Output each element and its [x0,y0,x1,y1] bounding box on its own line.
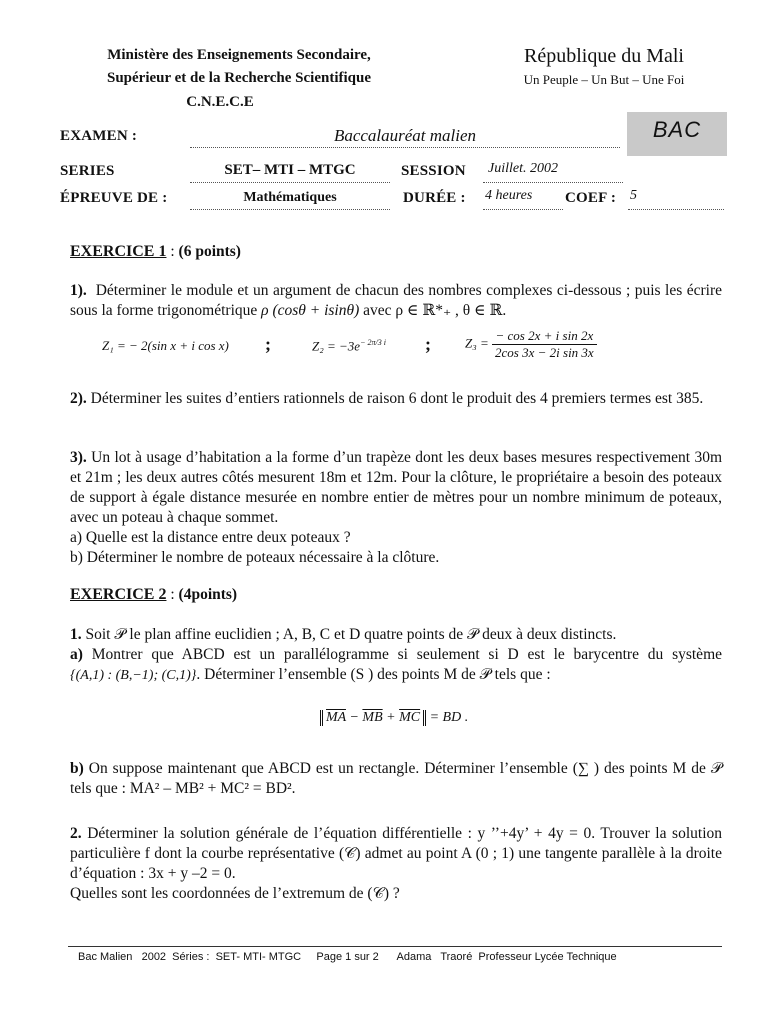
series-dots [190,182,390,183]
session-dots [483,182,623,183]
ex2-points: (4points) [178,586,238,603]
z3-lhs: Z₃ = [465,335,489,351]
duree-value: 4 heures [485,188,533,203]
ex2-pa-system: {(A,1) : (B,−1); (C,1)} [70,668,197,683]
ministry-line-1: Ministère des Enseignements Secondaire, [107,47,371,63]
footer-rule [68,946,722,947]
norm-equation [320,710,468,726]
ex2-pa-text: Montrer que ABCD est un parallélogramme si seulement si D est le barycentre du système [91,646,722,663]
ex1-q3-num: 3). [70,449,87,466]
sep-2: ; [425,334,431,354]
vec-mc: $\overline{MC}$ [399,710,421,725]
examen-value: Baccalauréat malien [333,126,477,145]
z3-formula [465,328,597,361]
ex1-q2-text: Déterminer les suites d’entiers rationnels de raison 6 dont le produit des 4 premiers termes est 385. [90,390,704,407]
z1-formula: Z₁ = − 2(sin x + i cos x) [102,338,229,353]
ex1-q1 [70,281,722,321]
duree-label: DURÉE : [403,190,466,206]
epreuve-dots [190,209,390,210]
ex2-pa-tail: . Déterminer l’ensemble (S ) des points M de 𝒫 tels que : [196,666,551,683]
examen-label: EXAMEN : [60,128,138,144]
ex2-pa-label: a) [70,646,83,663]
coef-label: COEF : [565,190,617,206]
duree-dots [483,209,563,210]
z3-numerator: − cos 2x + i sin 2x [492,328,597,345]
epreuve-label: ÉPREUVE DE : [60,190,168,206]
ex2-pb-label: b) [70,760,84,777]
ex1-q2-num: 2). [70,390,87,407]
republic-motto: Un Peuple – Un But – Une Foi [523,72,685,87]
vec-ma: $\overline{MA}$ [326,710,346,725]
ex1-title: EXERCICE 1 [70,243,167,260]
ex1-q2 [70,389,722,409]
z3-fraction [492,328,597,361]
ex1-heading: EXERCICE 1 : (6 points) [70,243,241,260]
coef-value: 5 [630,188,637,203]
series-value: SET– MTI – MTGC [224,162,356,178]
ministry-line-2: Supérieur et de la Recherche Scientifique [107,70,371,86]
ex2-p1 [70,625,722,686]
sep-1: ; [265,334,271,354]
ex1-q1-num: 1). [70,282,87,299]
cnece-label: C.N.E.C.E [186,94,254,110]
ex2-heading: EXERCICE 2 : (4points) [70,586,238,603]
ex1-points: (6 points) [178,243,241,260]
ex2-pb-text: On suppose maintenant que ABCD est un rectangle. Déterminer l’ensemble (∑ ) des points M de 𝒫 tels que : MA² – MB² + MC² = BD². [70,760,722,797]
examen-dots [190,147,620,148]
z2-base: Z₂ = −3e [312,338,361,354]
bac-badge: BAC [652,117,702,142]
ex2-title: EXERCICE 2 [70,586,167,603]
session-value: Juillet. 2002 [488,161,558,176]
ex1-q3a: a) Quelle est la distance entre deux poteaux ? [70,529,351,546]
ex2-p1-num: 1. [70,626,82,643]
session-label: SESSION [401,163,466,179]
vec-mb: $\overline{MB}$ [362,710,383,725]
footer-text: Bac Malien 2002 Séries : SET- MTI- MTGC Page 1 sur 2 Adama Traoré Professeur Lycée Technique [78,951,617,963]
coef-dots [628,209,724,210]
ex2-p2-last: Quelles sont les coordonnées de l’extremum de (𝒞) ? [70,885,400,902]
ex1-q3-text: Un lot à usage d’habitation a la forme d’un trapèze dont les deux bases mesures respectivement 30m et 21m ; les deux autres côtés mesurent 18m et 12m. Pour la clôture, le propriétaire a besoin des poteaux de support à égale distance mesurée en nombre entier de mètres pour un nombre minimum de poteaux, avec un poteau à chaque sommet. [70,449,722,526]
ex2-p2-num: 2. [70,825,82,842]
ex2-p2-text: Déterminer la solution générale de l’équation différentielle : y ’’+4y’ + 4y = 0. Trouver la solution particulière f dont la courbe représentative (𝒞) admet au point A (0 ; 1) une tangente parallèle à la droite d’équation : 3x + y –2 = 0. [70,825,723,882]
z2-exponent: − 2π/3 i [360,338,386,347]
norm-rhs: = BD . [429,710,469,725]
norm-bars: $\overline{MA} - \overline{MB} + \overline{MC}$ [320,710,426,726]
series-label: SERIES [60,163,115,179]
z2-formula [312,338,386,354]
ex1-q1-text: Déterminer le module et un argument de chacun des nombres complexes ci-dessous ; puis les écrire sous la forme trigonométrique [70,282,722,319]
ex1-q1-tail: avec ρ ∈ ℝ*₊ , θ ∈ ℝ. [363,302,507,319]
epreuve-value: Mathématiques [243,190,337,205]
ex1-q3 [70,448,722,568]
ex2-p2 [70,824,722,904]
ex2-p1-text: Soit 𝒫 le plan affine euclidien ; A, B, C et D quatre points de 𝒫 deux à deux distincts. [85,626,617,643]
ex2-pb [70,759,722,799]
ex1-q1-form: ρ (cosθ + isinθ) [261,302,360,319]
ex1-q3b: b) Déterminer le nombre de poteaux nécessaire à la clôture. [70,549,440,566]
z3-denominator: 2cos 3x − 2i sin 3x [495,345,594,360]
republic-title: République du Mali [524,45,684,67]
